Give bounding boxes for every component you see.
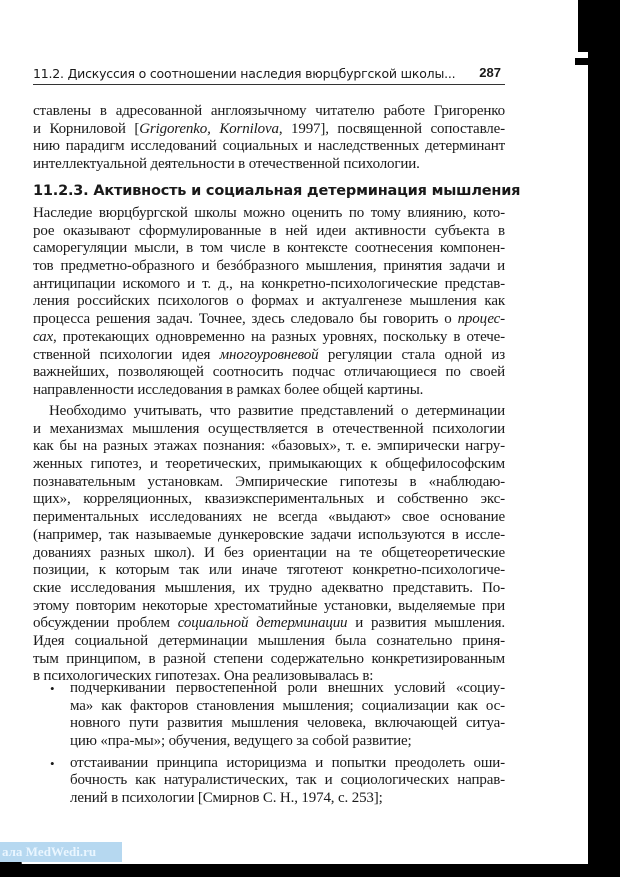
text-line: интеллектуальной деятельности в отечественной психологии. bbox=[33, 156, 420, 173]
paragraph-3 bbox=[33, 403, 505, 686]
text: регуляции стала одной из bbox=[318, 346, 505, 363]
text-line: Необходимо учитывать, что развитие представлений о детерминации bbox=[49, 403, 505, 419]
text-line bbox=[33, 311, 505, 329]
text-line: как бы на разных этажах познания: «базовых», т. е. эмпирически нагру- bbox=[33, 438, 505, 455]
text-line: ма» как факторов становления мышления; социализации как ос- bbox=[70, 697, 505, 714]
scan-artifact bbox=[575, 58, 589, 65]
text: , 1997], посвященной сопоставле- bbox=[278, 120, 505, 137]
text-line bbox=[33, 615, 505, 633]
text-line: саморегуляции мысли, в том числе в контексте соотнесения компонен- bbox=[33, 240, 505, 257]
text-line: новного пути развития мышления человека, включающей ситуа- bbox=[70, 715, 505, 732]
text: и развития мышления. bbox=[347, 615, 505, 632]
text-line: в психологических гипотезах. Она реализовывалась в: bbox=[33, 668, 374, 685]
italic-text: сах bbox=[33, 328, 53, 345]
text-line: ставлены в адресованной англоязычному читателю работе Григоренко bbox=[33, 103, 505, 119]
text-line bbox=[33, 121, 505, 139]
scan-border-right bbox=[588, 0, 620, 877]
text: , протекающих одновременно на разных уровнях, поскольку в отече- bbox=[52, 328, 505, 345]
text-line: (например, так называемые дункеровские задачи используются в иссле- bbox=[33, 526, 505, 543]
text-line: отстаивании принципа историцизма и попытки преодолеть оши- bbox=[70, 754, 505, 771]
text-line: познавательным установкам. Эмпирические гипотезы в «наблюдаю- bbox=[33, 473, 505, 490]
text: обсуждении проблем bbox=[33, 615, 178, 632]
text: ственной психологии идея bbox=[33, 346, 220, 363]
text-line: дованиях разных школ). И без ориентации на те общетеоретические bbox=[33, 544, 505, 561]
italic-text: социальной детерминации bbox=[177, 615, 348, 632]
text-line: позиции, к которым так или иначе тяготеют конкретно-психологиче- bbox=[33, 562, 505, 579]
text-line: этому повторим некоторые хрестоматийные установки, выделяемые при bbox=[33, 597, 505, 614]
text-line: Наследие вюрцбургской школы можно оценить по тому влиянию, кото- bbox=[33, 205, 505, 221]
text-line bbox=[33, 329, 505, 347]
list-item bbox=[50, 754, 505, 808]
list-item bbox=[50, 680, 505, 751]
watermark: ала MedWedi.ru bbox=[0, 842, 122, 862]
text-line: Идея социальной детерминации мышления была сознательно приня- bbox=[33, 632, 505, 649]
bullet-icon: • bbox=[50, 755, 55, 771]
text-line: щих», корреляционных, квазиэкспериментальных и собственно экс- bbox=[33, 491, 505, 508]
page-number: 287 bbox=[479, 65, 501, 80]
text-line: тов предметно-образного и безóбразного мышления, принятия задачи и bbox=[33, 258, 505, 275]
text-line: нию парадигм исследований социальных и наследственных детерминант bbox=[33, 138, 505, 155]
bullet-icon: • bbox=[50, 681, 55, 696]
scan-border-bottom bbox=[0, 864, 620, 877]
text-line: антиципации искомого и т. д., на конкретно-психологические представ- bbox=[33, 275, 505, 292]
text: и Корниловой [ bbox=[33, 120, 140, 137]
text-line: важнейших, позволяющей соотносить подчас отличающиеся по своей bbox=[33, 364, 505, 381]
text-line: лений в психологии [Смирнов С. Н., 1974, с. 253]; bbox=[70, 790, 383, 807]
italic-text: Grigorenko, Kornilova bbox=[139, 120, 279, 137]
text-line bbox=[33, 347, 505, 365]
italic-text: процес- bbox=[457, 311, 505, 328]
text-line: и механизмах мышления осуществляется в отечественной психологии bbox=[33, 420, 505, 437]
text-line: ления российских психологов о формах и актуалгенезе мышления как bbox=[33, 293, 505, 310]
text: процесса решения задач. Точнее, здесь следовало бы говорить о bbox=[33, 311, 458, 328]
text-line: бочность как натуралистических, так и социологических направ- bbox=[70, 772, 505, 789]
paragraph-2 bbox=[33, 205, 505, 400]
text-line: тым принципом, в разной степени содержательно конкретизированным bbox=[33, 650, 505, 667]
text-line: цию «пра-мы»; обучения, ведущего за собой развитие; bbox=[70, 733, 412, 750]
text-line: подчеркивании первостепенной роли внешних условий «социу- bbox=[70, 680, 505, 696]
section-heading: 11.2.3. Активность и социальная детерминация мышления bbox=[33, 183, 521, 199]
text-line: рое оказывают сформулированные в ней идеи активности субъекта в bbox=[33, 222, 505, 239]
bullet-list bbox=[50, 680, 505, 812]
running-header-title: 11.2. Дискуссия о соотношении наследия вюрцбургской школы... bbox=[33, 66, 456, 81]
italic-text: многоуровневой bbox=[219, 346, 319, 363]
paragraph-1 bbox=[33, 103, 505, 174]
text-line: ские исследования мышления, их трудно адекватно представить. По- bbox=[33, 579, 505, 596]
scan-artifact bbox=[578, 0, 590, 52]
running-header bbox=[33, 64, 505, 85]
text-line: периментальных исследованиях не всегда «выдают» свое основание bbox=[33, 509, 505, 526]
text-line: женных гипотез, и теоретических, примыкающих к общефилософским bbox=[33, 456, 505, 473]
text-line: направленности исследования в рамках более общей картины. bbox=[33, 381, 424, 398]
